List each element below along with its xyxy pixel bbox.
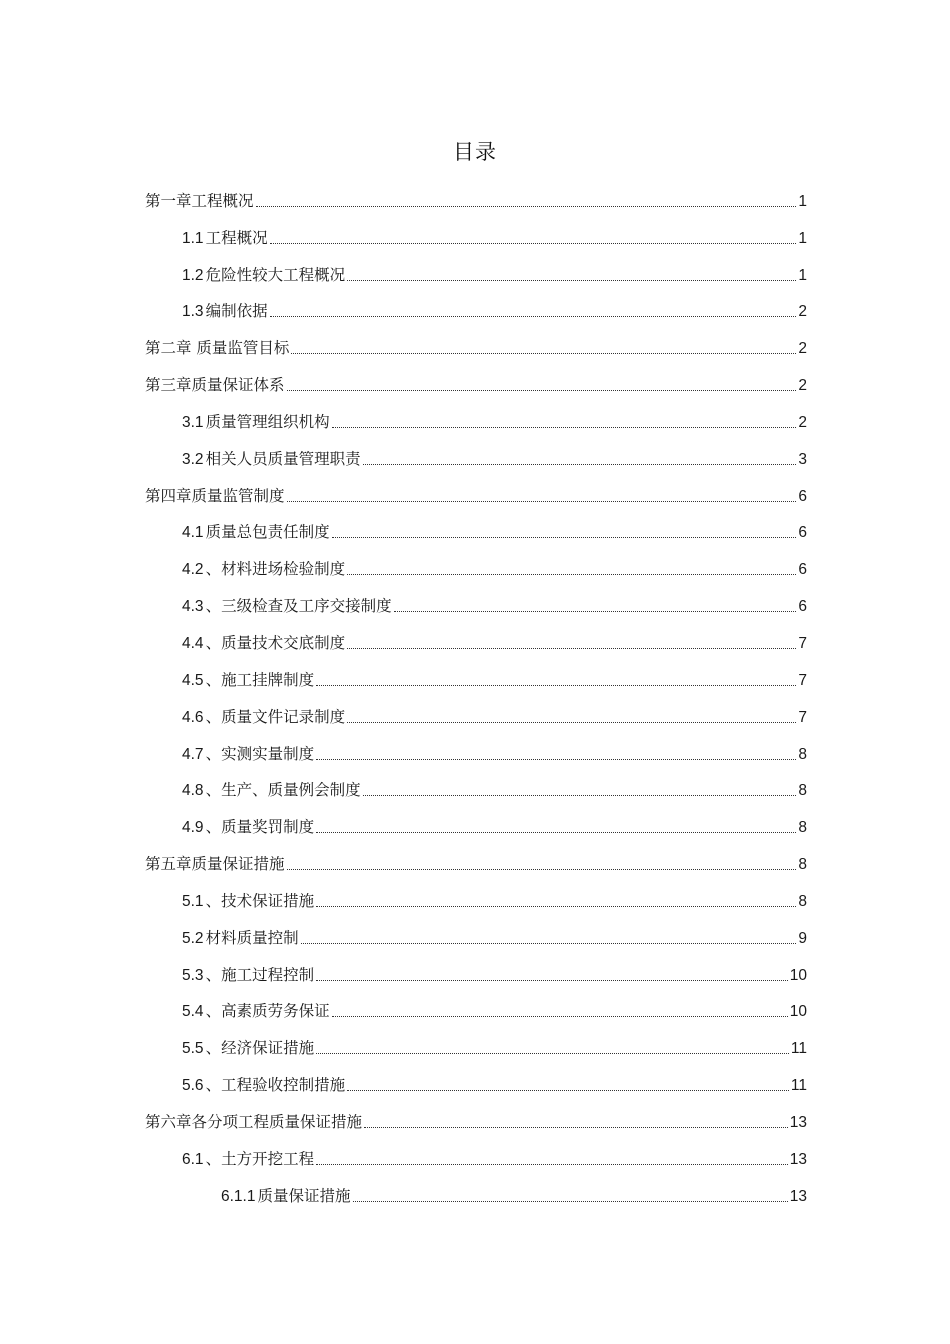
toc-entry[interactable]	[145, 182, 807, 219]
toc-dot-leader	[353, 1201, 788, 1202]
toc-dot-leader	[256, 206, 797, 207]
toc-entry-page-number: 11	[790, 1040, 807, 1058]
toc-dot-leader	[347, 722, 796, 723]
toc-dot-leader	[287, 390, 797, 391]
toc-entry-page-number: 2	[798, 340, 807, 358]
toc-entry-page-number: 6	[798, 524, 807, 542]
toc-entry[interactable]	[145, 1177, 807, 1214]
toc-entry-label: 第五章质量保证措施	[145, 855, 285, 874]
toc-entry-label: 、实测实量制度	[205, 744, 315, 763]
toc-entry-page-number: 2	[798, 303, 807, 321]
toc-entry-label: 相关人员质量管理职责	[205, 449, 361, 468]
toc-dot-leader	[363, 464, 797, 465]
toc-entry[interactable]	[145, 329, 807, 366]
toc-entry-number: 6.1.1	[221, 1187, 256, 1205]
toc-entry-label: 、质量文件记录制度	[205, 707, 346, 726]
toc-entry[interactable]	[145, 698, 807, 735]
toc-entry[interactable]	[145, 735, 807, 772]
toc-entry[interactable]	[145, 219, 807, 256]
toc-entry-page-number: 13	[789, 1113, 807, 1131]
toc-entry[interactable]	[145, 256, 807, 293]
toc-entry-number: 1.2	[182, 266, 204, 284]
toc-entry-number: 6.1	[182, 1150, 204, 1168]
toc-entry[interactable]	[145, 1140, 807, 1177]
toc-entry-page-number: 11	[790, 1077, 807, 1095]
toc-entry[interactable]	[145, 587, 807, 624]
toc-entry-number: 3.1	[182, 413, 204, 431]
toc-entry-label: 危险性较大工程概况	[205, 265, 346, 284]
toc-dot-leader	[332, 427, 797, 428]
toc-entry[interactable]	[145, 808, 807, 845]
toc-entry-number: 4.6	[182, 708, 204, 726]
toc-dot-leader	[347, 648, 796, 649]
toc-entry[interactable]	[145, 956, 807, 993]
toc-entry-label: 、生产、质量例会制度	[205, 781, 361, 800]
toc-dot-leader	[301, 943, 797, 944]
toc-entry-page-number: 8	[798, 819, 807, 837]
toc-entry-number: 4.7	[182, 745, 204, 763]
toc-dot-leader	[316, 759, 796, 760]
toc-entry-label: 质量保证措施	[257, 1186, 351, 1205]
toc-entry-label: 材料质量控制	[205, 928, 299, 947]
toc-entry-page-number: 1	[798, 192, 807, 210]
toc-dot-leader	[291, 353, 796, 354]
toc-entry[interactable]	[145, 1066, 807, 1103]
toc-entry-page-number: 13	[789, 1187, 807, 1205]
toc-entry[interactable]	[145, 366, 807, 403]
toc-entry[interactable]	[145, 514, 807, 551]
toc-entry-page-number: 9	[798, 929, 807, 947]
toc-entry-page-number: 2	[798, 413, 807, 431]
toc-entry-label: 、工程验收控制措施	[205, 1076, 346, 1095]
toc-entry-page-number: 1	[798, 229, 807, 247]
toc-entry[interactable]	[145, 772, 807, 809]
toc-dot-leader	[394, 611, 797, 612]
toc-entry-label: 第二章 质量监管目标	[145, 339, 290, 358]
toc-entry[interactable]	[145, 1029, 807, 1066]
toc-entry-page-number: 6	[798, 561, 807, 579]
toc-entry-label: 、质量奖罚制度	[205, 818, 315, 837]
toc-entry-label: 、材料进场检验制度	[205, 560, 346, 579]
toc-dot-leader	[347, 280, 796, 281]
toc-entry-number: 4.3	[182, 598, 204, 616]
toc-dot-leader	[347, 1090, 789, 1091]
toc-dot-leader	[270, 316, 797, 317]
toc-entry-label: 工程概况	[205, 228, 268, 247]
toc-entry-number: 5.4	[182, 1003, 204, 1021]
toc-entry[interactable]	[145, 845, 807, 882]
toc-entry-label: 、施工挂牌制度	[205, 670, 315, 689]
toc-entry-number: 4.5	[182, 671, 204, 689]
toc-dot-leader	[316, 906, 796, 907]
toc-entry-page-number: 2	[798, 377, 807, 395]
toc-dot-leader	[332, 537, 797, 538]
toc-entry-number: 5.3	[182, 966, 204, 984]
toc-entry-number: 5.2	[182, 929, 204, 947]
toc-entry-page-number: 10	[789, 1003, 807, 1021]
toc-entry-label: 、经济保证措施	[205, 1039, 315, 1058]
toc-dot-leader	[316, 1053, 789, 1054]
toc-dot-leader	[364, 1127, 788, 1128]
toc-dot-leader	[316, 1164, 788, 1165]
toc-entry-page-number: 6	[798, 598, 807, 616]
toc-dot-leader	[316, 685, 796, 686]
toc-entry-label: 第一章工程概况	[145, 191, 254, 210]
toc-entry[interactable]	[145, 550, 807, 587]
toc-entry-label: 第六章各分项工程质量保证措施	[145, 1112, 363, 1131]
toc-entry-page-number: 7	[798, 671, 807, 689]
toc-entry-number: 4.4	[182, 634, 204, 652]
toc-entry[interactable]	[145, 993, 807, 1030]
toc-entry[interactable]	[145, 293, 807, 330]
toc-entry-page-number: 8	[798, 856, 807, 874]
toc-entry-label: 、高素质劳务保证	[205, 1002, 330, 1021]
toc-entry-page-number: 8	[798, 892, 807, 910]
toc-entry-number: 4.8	[182, 782, 204, 800]
toc-entry-label: 第三章质量保证体系	[145, 376, 285, 395]
toc-entry-page-number: 10	[789, 966, 807, 984]
toc-entry[interactable]	[145, 661, 807, 698]
toc-entry[interactable]	[145, 403, 807, 440]
toc-dot-leader	[316, 832, 796, 833]
toc-entry-label: 第四章质量监管制度	[145, 486, 285, 505]
toc-dot-leader	[347, 574, 796, 575]
toc-dot-leader	[316, 980, 788, 981]
toc-entry-number: 1.3	[182, 303, 204, 321]
toc-entry-number: 5.1	[182, 892, 204, 910]
toc-entry-label: 编制依据	[205, 302, 268, 321]
toc-entry[interactable]	[145, 882, 807, 919]
toc-entry-number: 5.5	[182, 1040, 204, 1058]
toc-entry-label: 、土方开挖工程	[205, 1149, 315, 1168]
toc-title: 目录	[453, 140, 497, 164]
toc-entry-label: 、质量技术交底制度	[205, 633, 346, 652]
toc-dot-leader	[332, 1016, 788, 1017]
toc-entry[interactable]	[145, 440, 807, 477]
toc-list	[145, 182, 807, 1214]
toc-entry-label: 、技术保证措施	[205, 891, 315, 910]
toc-entry-number: 3.2	[182, 450, 204, 468]
toc-entry-page-number: 7	[798, 634, 807, 652]
toc-entry-page-number: 3	[798, 450, 807, 468]
toc-entry[interactable]	[145, 1103, 807, 1140]
toc-entry-number: 4.1	[182, 524, 204, 542]
toc-entry-label: 、施工过程控制	[205, 965, 315, 984]
toc-entry-number: 4.9	[182, 819, 204, 837]
toc-entry-page-number: 7	[798, 708, 807, 726]
toc-entry-number: 5.6	[182, 1077, 204, 1095]
toc-entry-page-number: 6	[798, 487, 807, 505]
toc-entry-page-number: 8	[798, 745, 807, 763]
toc-dot-leader	[363, 795, 797, 796]
toc-entry-label: 、三级检查及工序交接制度	[205, 597, 392, 616]
toc-entry-page-number: 13	[789, 1150, 807, 1168]
toc-entry-page-number: 1	[798, 266, 807, 284]
toc-dot-leader	[270, 243, 797, 244]
toc-dot-leader	[287, 501, 797, 502]
toc-entry-page-number: 8	[798, 782, 807, 800]
toc-entry-number: 4.2	[182, 561, 204, 579]
toc-entry-label: 质量总包责任制度	[205, 523, 330, 542]
toc-dot-leader	[287, 869, 797, 870]
toc-entry-label: 质量管理组织机构	[205, 412, 330, 431]
toc-entry[interactable]	[145, 624, 807, 661]
toc-entry[interactable]	[145, 477, 807, 514]
toc-entry[interactable]	[145, 919, 807, 956]
toc-entry-number: 1.1	[182, 229, 204, 247]
